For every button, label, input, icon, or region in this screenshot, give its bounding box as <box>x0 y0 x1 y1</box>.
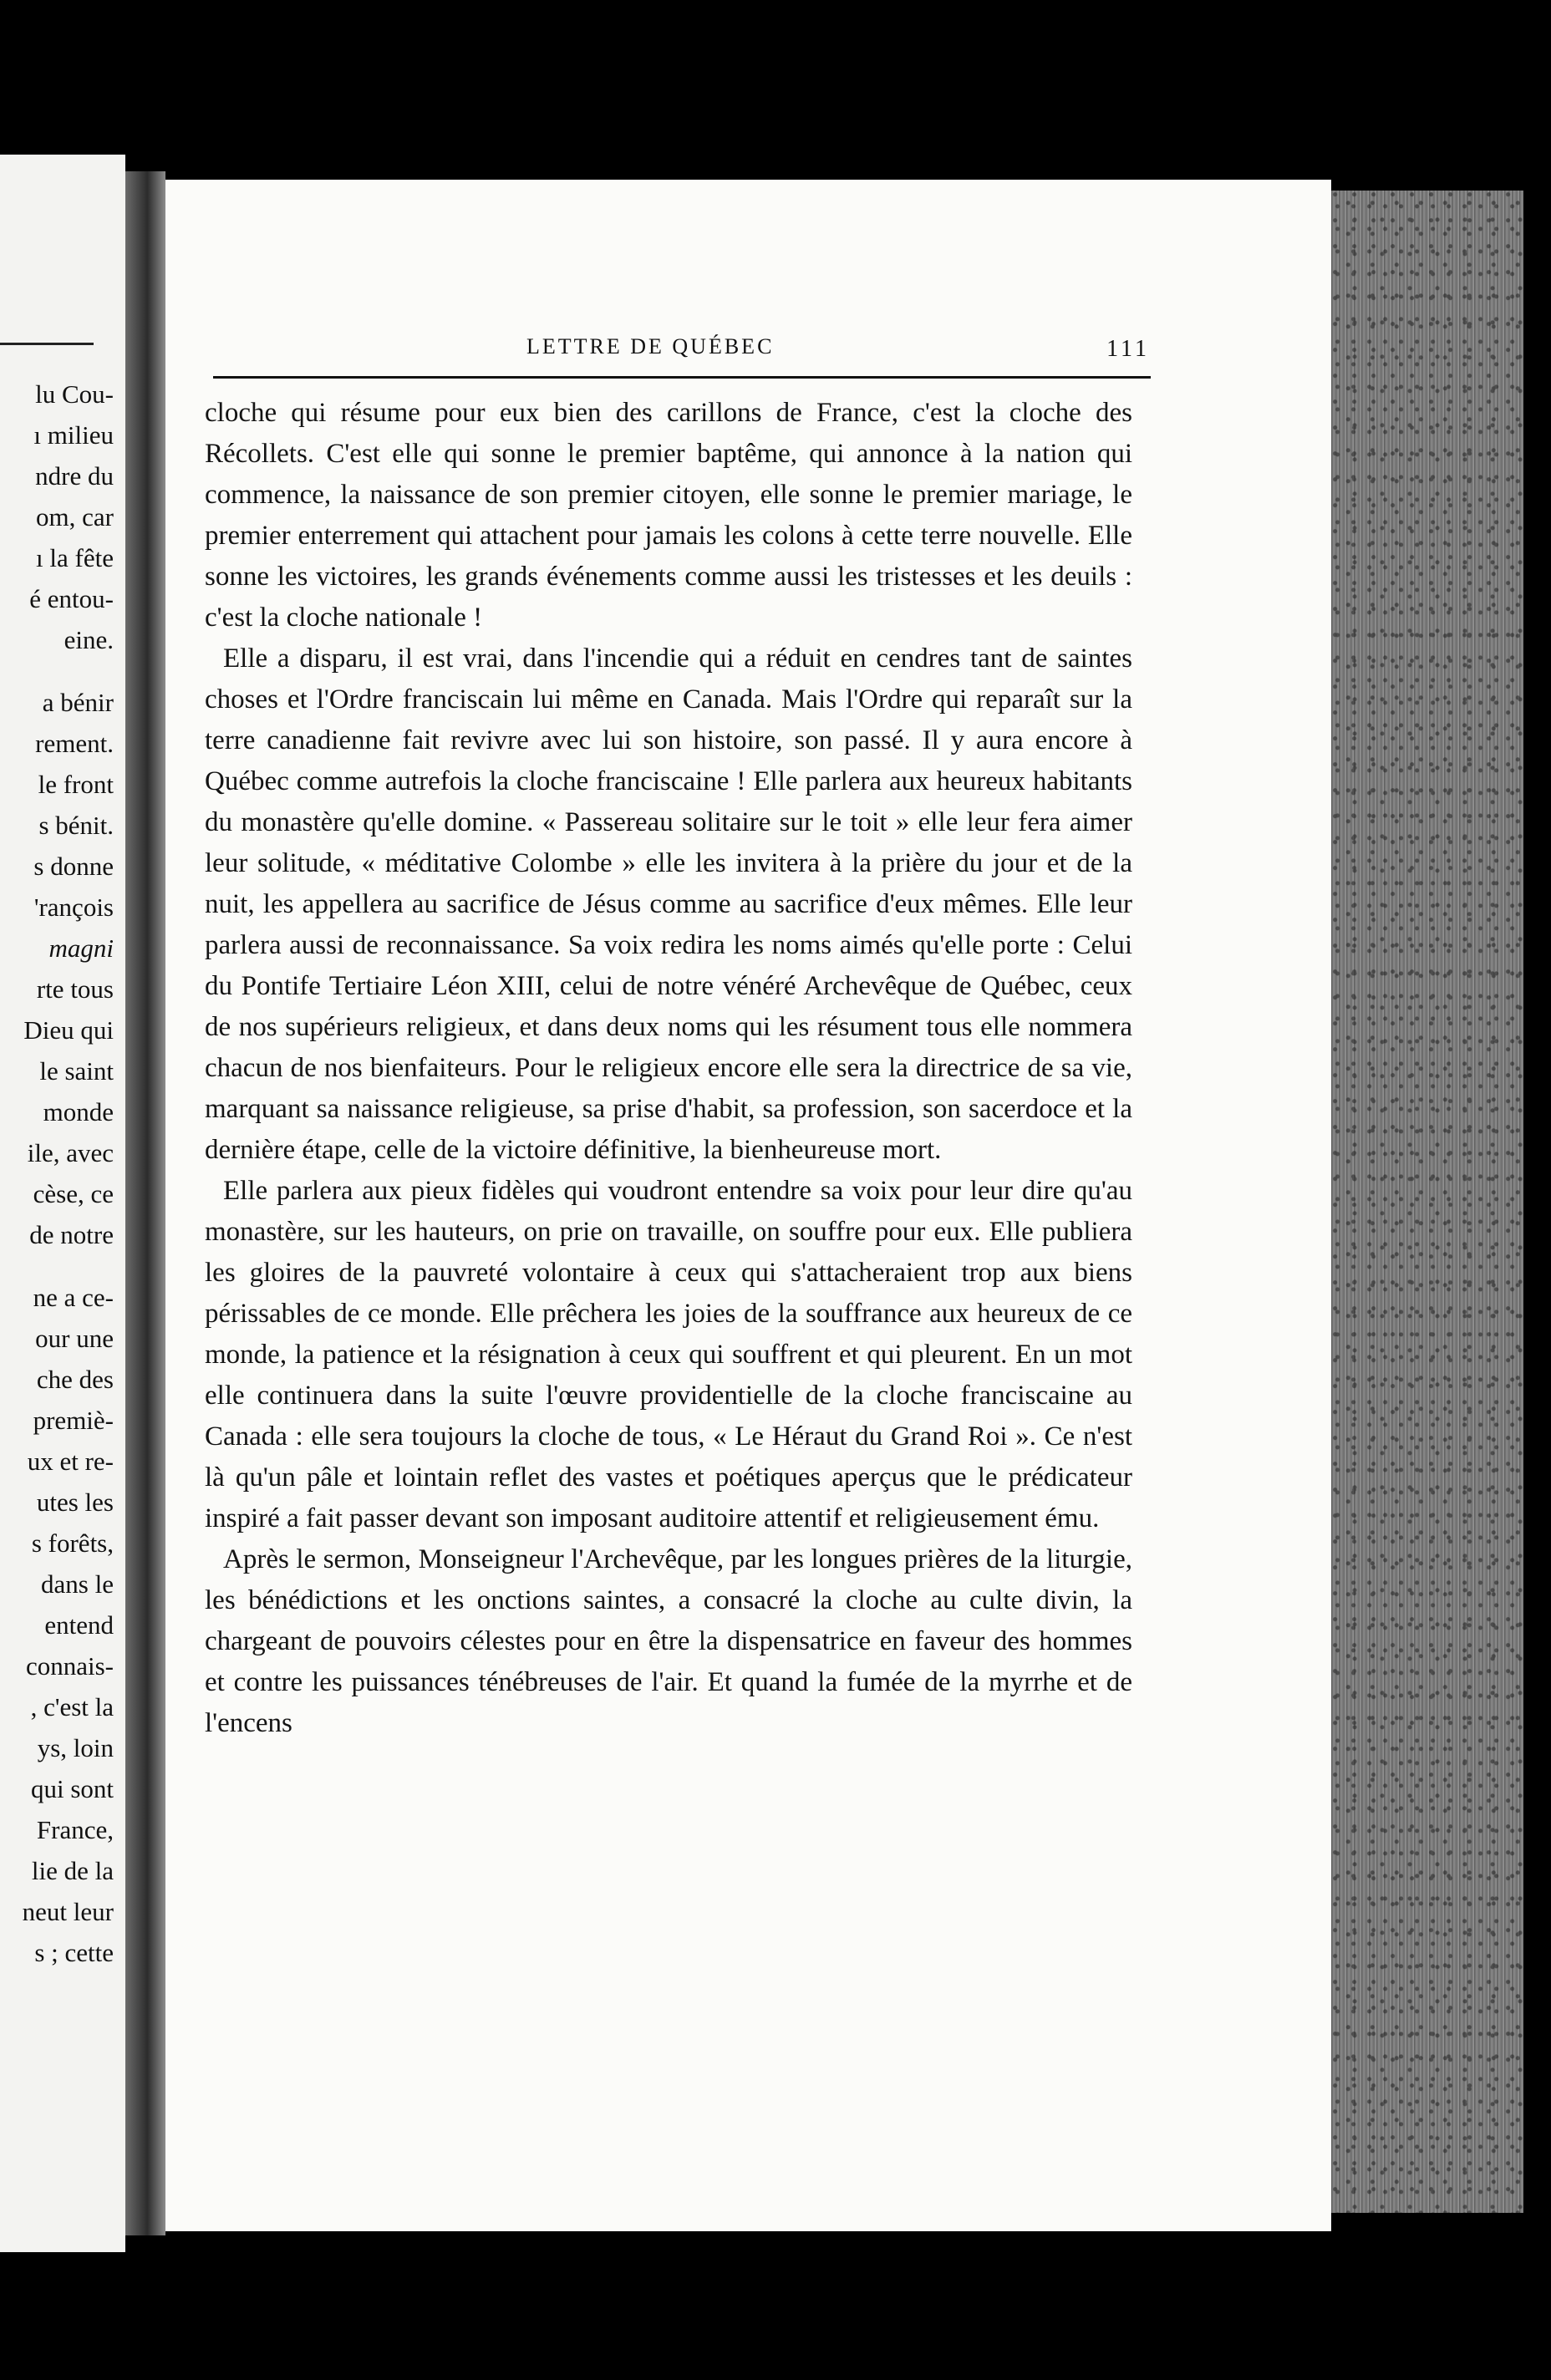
body-text <box>205 393 1132 1744</box>
running-title: LETTRE DE QUÉBEC <box>526 334 775 359</box>
previous-page-header-rule <box>0 343 94 345</box>
previous-page-line: premiè- <box>33 1406 114 1435</box>
previous-page-line: ndre du <box>35 461 114 491</box>
previous-page-line: , c'est la <box>30 1692 114 1721</box>
previous-page-line: eine. <box>64 625 114 654</box>
previous-page-line: France, <box>36 1815 114 1844</box>
previous-page-line: a bénir <box>42 688 114 717</box>
previous-page-line: om, car <box>36 502 114 531</box>
previous-page-line: dans le <box>41 1569 114 1599</box>
previous-page-line: entend <box>44 1610 114 1640</box>
previous-page-line: ux et re- <box>27 1447 114 1476</box>
previous-page-line: lu Cou- <box>35 379 114 409</box>
previous-page-line: le front <box>38 770 114 799</box>
previous-page-line: le saint <box>39 1056 114 1086</box>
previous-page-line: s forêts, <box>31 1528 114 1558</box>
previous-page-line: utes les <box>36 1488 114 1517</box>
previous-page-line: che des <box>36 1365 114 1394</box>
header-rule <box>213 376 1151 379</box>
previous-page-line: qui sont <box>30 1774 114 1803</box>
previous-page-line: rte tous <box>36 974 114 1004</box>
previous-page-line: 'rançois <box>33 892 114 922</box>
paragraph: cloche qui résume pour eux bien des carillons de France, c'est la cloche des Récollets. C'est elle qui sonne le premier baptême, qui annonce à la nation qui commence, la naissance de son premier citoyen, elle sonne le premier mariage, le premier enterrement qui attachent pour jamais les colons à cette terre nouvelle. Elle sonne les victoires, les grands événements comme aussi les tristesses et les deuils : c'est la cloche nationale ! <box>205 398 1132 633</box>
previous-page-line: monde <box>43 1097 114 1126</box>
previous-page-line: s ; cette <box>34 1938 114 1967</box>
page-edges <box>1331 191 1523 2213</box>
previous-page-line: s donne <box>33 852 114 881</box>
previous-page-text <box>0 374 114 1973</box>
previous-page-line: ile, avec <box>27 1138 114 1167</box>
previous-page-line: é entou- <box>29 584 114 613</box>
previous-page-line: ne a ce- <box>33 1283 114 1312</box>
previous-page-line: neut leur <box>22 1897 114 1926</box>
page-header <box>207 334 1150 376</box>
previous-page-line: ı milieu <box>33 420 114 450</box>
previous-page-line: ı la fête <box>36 543 114 572</box>
previous-page-line: magni <box>48 933 114 963</box>
previous-page-line: rement. <box>35 729 114 758</box>
previous-page-line: our une <box>35 1324 114 1353</box>
previous-page-line: ys, loin <box>37 1733 114 1762</box>
previous-page-line: cèse, ce <box>33 1179 114 1208</box>
previous-page-line: connais- <box>25 1651 114 1681</box>
previous-page-line: Dieu qui <box>23 1015 114 1045</box>
previous-page-line: lie de la <box>31 1856 114 1885</box>
previous-page-line: s bénit. <box>38 811 114 840</box>
book-gutter <box>125 171 165 2235</box>
paragraph: Elle parlera aux pieux fidèles qui voudront entendre sa voix pour leur dire qu'au monastère, sur les hauteurs, on prie on travaille, on souffre pour eux. Elle publiera les gloires de la pauvreté volontaire à ceux qui s'attacheraient trop aux biens périssables de ce monde. Elle prêchera les joies de la souffrance aux heureux de ce monde, la patience et la résignation à ceux qui souffrent et qui pleurent. En un mot elle continuera dans la suite l'œuvre providentielle de la cloche franciscaine au Canada : elle sera toujours la cloche de tous, « Le Héraut du Grand Roi ». Ce n'est là qu'un pâle et lointain reflet des vastes et poétiques aperçus que le prédicateur inspiré a fait passer devant son imposant auditoire attentif et religieusement ému. <box>205 1176 1132 1533</box>
paragraph: Après le sermon, Monseigneur l'Archevêque, par les longues prières de la liturgie, les bénédictions et les onctions saintes, a consacré la cloche au culte divin, la chargeant de pouvoirs célestes pour en être la dispensatrice en faveur des hommes et contre les puissances ténébreuses de l'air. Et quand la fumée de la myrrhe et de l'encens <box>205 1544 1132 1738</box>
page-number: 111 <box>1106 336 1150 362</box>
paragraph: Elle a disparu, il est vrai, dans l'incendie qui a réduit en cendres tant de saintes choses et l'Ordre franciscain lui même en Canada. Mais l'Ordre qui reparaît sur la terre canadienne fait revivre avec lui son histoire, son passé. Il y aura encore à Québec comme autrefois la cloche franciscaine ! Elle parlera aux heureux habitants du monastère qu'elle domine. « Passereau solitaire sur le toit » elle leur fera aimer leur solitude, « méditative Colombe » elle les invitera à la prière du jour et de la nuit, les appellera au sacrifice de Jésus comme au sacrifice d'eux mêmes. Elle leur parlera aussi de reconnaissance. Sa voix redira les noms aimés qu'elle porte : Celui du Pontife Tertiaire Léon XIII, celui de notre vénéré Archevêque de Québec, ceux de nos supérieurs religieux, et dans deux noms qui les résument tous elle nommera chacun de nos bienfaiteurs. Pour le religieux encore elle sera la directrice de sa vie, marquant sa naissance religieuse, sa prise d'habit, sa profession, son sacerdoce et la dernière étape, celle de la victoire définitive, la bienheureuse mort. <box>205 643 1132 1165</box>
previous-page-line: de notre <box>29 1220 114 1249</box>
